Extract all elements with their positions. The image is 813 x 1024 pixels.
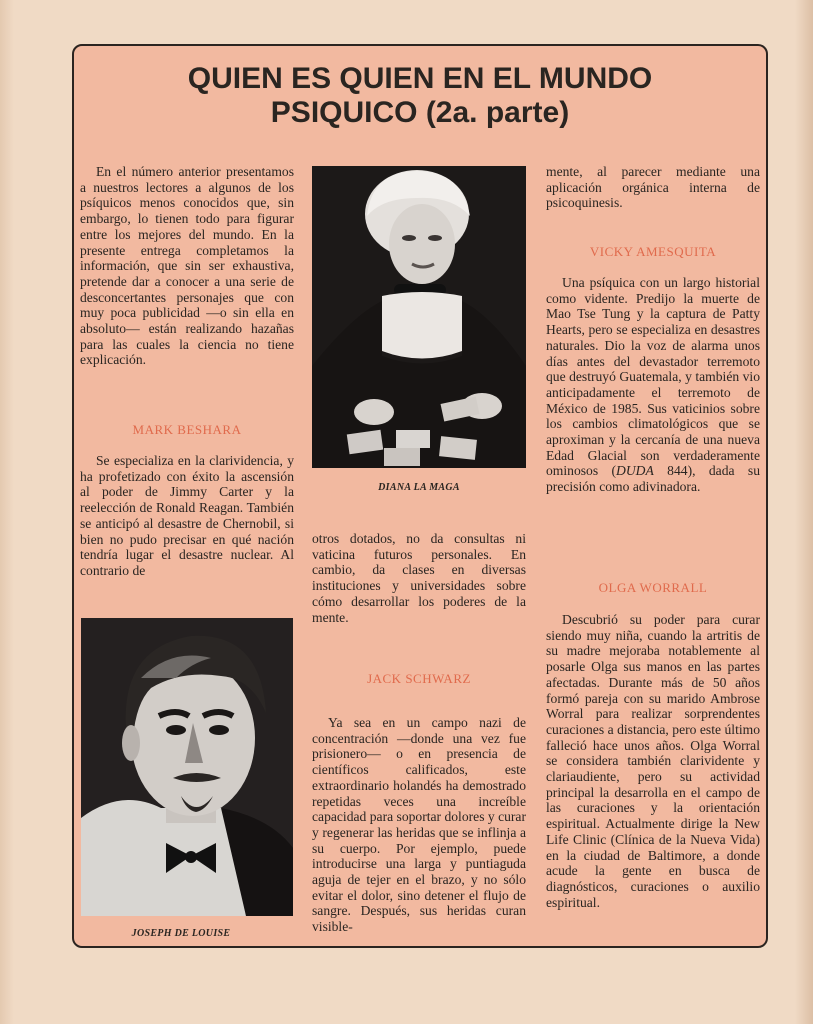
photo-diana-la-maga <box>312 166 526 468</box>
caption-diana-la-maga: DIANA LA MAGA <box>378 482 460 493</box>
heading-vicky-amesquita: VICKY AMESQUITA <box>589 244 717 259</box>
heading-olga-worrall: OLGA WORRALL <box>598 580 708 595</box>
olga-worrall-text: Descubrió su poder para curar siendo muy niña, cuando la artritis de su madre mejoraba notablemente al posarle Olga sus manos en las partes afectadas. Durante más de 50 años formó pareja con su marido Ambrose Worral para realizar sorprendentes curaciones a distancia, pero este último falleció hace unos años. Olga Worral se considera también clarividente y clariaudiente, pero su actividad principal la desarrolla en el campo de las curaciones y la orientación espiritual. Actualmente dirige la New Life Clinic (Clínica de la Nueva Vida) en la ciudad de Baltimore, a donde acude la gente en busca de diagnósticos, curaciones o auxilio espiritual. <box>546 612 760 910</box>
heading-jack-schwarz: JACK SCHWARZ <box>367 671 471 686</box>
article-title <box>80 62 760 130</box>
photo-joseph-de-louise <box>81 618 293 916</box>
mark-beshara-text: Se especializa en la clarividencia, y ha profetizado con éxito la ascensión al poder de Jimmy Carter y la reelección de Ronald Reagan. También se anticipó al desastre de Chernobil, si bien no pudo precisar en qué nación tendría lugar el desastre nuclear. Al contrario de <box>80 453 294 578</box>
intro-text: En el número anterior presentamos a nuestros lectores a algunos de los psíquicos menos conocidos que, sin embargo, lo tienen todo para figurar entre los mejores del mundo. En la presente entrega completamos la información, que sin ser exhaustiva, pretende dar a conocer a una serie de desconcertantes personajes que con muy poca publicidad —o sin ella en absoluto— están realizando hazañas para las cuales la ciencia no tiene explicación. <box>80 164 294 368</box>
jack-schwarz-text-continued: mente, al parecer mediante una aplicación orgánica interna de psicoquinesis. <box>546 164 760 211</box>
jack-schwarz-text: Ya sea en un campo nazi de concentración —donde una vez fue prisionero— o en presencia de científicos calificados, este extraordinario holandés ha demostrado repetidas veces una increíble capacidad para soportar dolores y curar y regenerar las heridas que se inflinja a su cuerpo. Por ejemplo, puede introducirse una larga y puntiaguda aguja de tejer en el brazo, y no sólo evitar el dolor, sino detener el flujo de sangre. Después, sus heridas curan visible- <box>312 715 526 935</box>
portrait-woman-cards-illustration <box>312 166 526 468</box>
title-line-1: QUIEN ES QUIEN EN EL MUNDO <box>187 62 653 95</box>
mark-beshara-text-continued: otros dotados, no da consultas ni vaticina futuros personales. En cambio, da clases en diversas instituciones y universidades sobre cómo desarrollar los poderes de la mente. <box>312 531 526 625</box>
heading-mark-beshara: MARK BESHARA <box>132 422 242 437</box>
vicky-amesquita-text: Una psíquica con un largo historial como vidente. Predijo la muerte de Mao Tse Tung y la captura de Patty Hearts, pero se especializa en desastres naturales. Dio la voz de alarma unos días antes del devastador terremoto que destruyó Guatemala, y también vio anticipadamente el terremoto de México de 1985. Sus vaticinios sobre los cambios climatológicos que se aproximan y la cercanía de una nueva Edad Glacial son verdaderamente ominosos (DUDA 844), dada su precisión como adivinadora. <box>546 275 760 495</box>
title-line-2: PSIQUICO (2a. parte) <box>270 96 570 129</box>
portrait-man-illustration <box>81 618 293 916</box>
caption-joseph-de-louise: JOSEPH DE LOUISE <box>131 928 231 939</box>
